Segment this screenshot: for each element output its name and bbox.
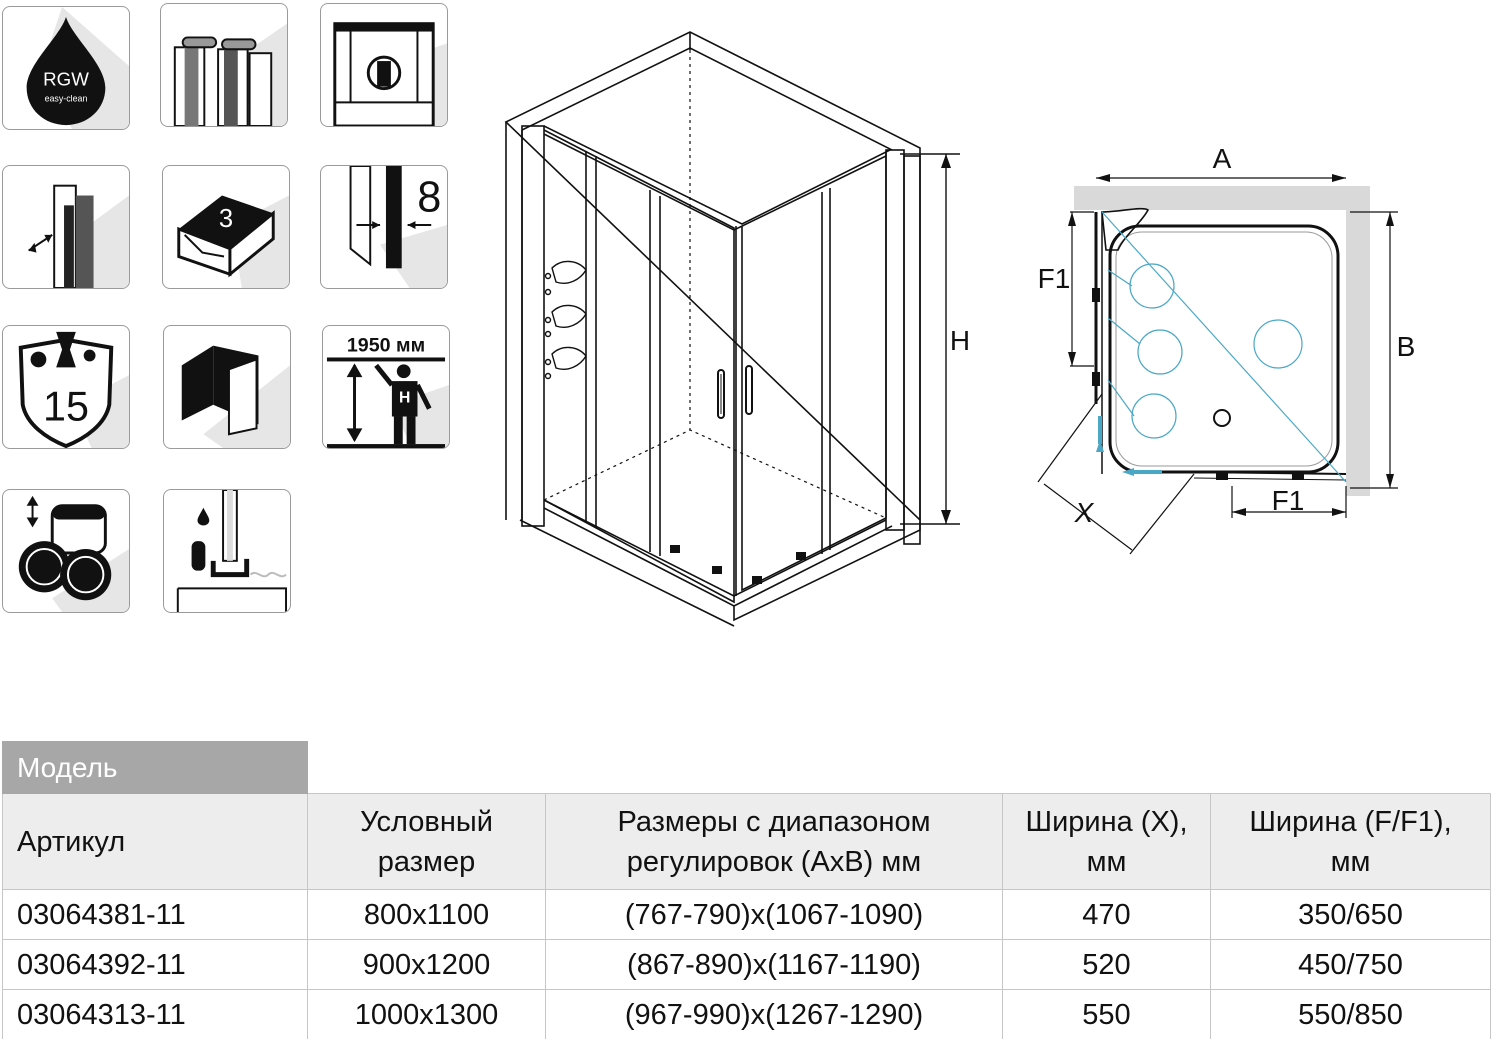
plan-label-f1-bottom: F1 (1271, 485, 1305, 516)
cell-width-x: 520 (1003, 940, 1211, 990)
cell-width-x: 550 (1003, 990, 1211, 1039)
warranty-label: 15 (43, 383, 89, 430)
cell-range: (967-990)x(1267-1290) (546, 990, 1003, 1039)
height-1950-icon (322, 325, 450, 449)
cell-width-f: 350/650 (1211, 890, 1491, 940)
profile-3-icon (162, 165, 290, 289)
cell-article: 03064381-11 (3, 890, 308, 940)
model-header-spacer (308, 742, 1491, 794)
reversible-mount-icon (320, 3, 448, 127)
model-header: Модель (3, 742, 308, 794)
plan-label-b: B (1396, 331, 1416, 362)
table-header-row (3, 794, 1491, 890)
glass-thickness-icon (320, 165, 448, 289)
header-size: Условный размер (308, 794, 546, 890)
table-row (3, 890, 1491, 940)
cell-width-x: 470 (1003, 890, 1211, 940)
adjustable-rollers-icon (2, 489, 130, 613)
table-row (3, 940, 1491, 990)
plan-label-a: A (1212, 143, 1232, 174)
header-article: Артикул (3, 794, 308, 890)
height-dimension-label: H (949, 325, 971, 356)
plan-view-drawing (1030, 140, 1450, 560)
header-width-x: Ширина (X), мм (1003, 794, 1211, 890)
plan-label-x: X (1074, 497, 1094, 528)
rgw-label: RGW (43, 68, 89, 90)
cell-size: 800x1100 (308, 890, 546, 940)
cell-size: 1000x1300 (308, 990, 546, 1039)
height-1950-label: 1950 мм (346, 334, 426, 357)
cell-range: (867-890)x(1167-1190) (546, 940, 1003, 990)
wall-profile-adjust-icon (2, 165, 130, 289)
table-row (3, 990, 1491, 1039)
plan-label-f1-left: F1 (1037, 263, 1071, 294)
header-width-f: Ширина (F/F1), мм (1211, 794, 1491, 890)
cell-range: (767-790)x(1067-1090) (546, 890, 1003, 940)
spec-table (2, 741, 1491, 1039)
water-seal-icon (163, 489, 291, 613)
svg-text:H: H (399, 389, 411, 407)
corner-entry-icon (163, 325, 291, 449)
header-range: Размеры с диапазоном регулировок (AxB) мм (546, 794, 1003, 890)
rgw-easy-clean-icon (2, 6, 130, 130)
cell-size: 900x1200 (308, 940, 546, 990)
enclosure-3d-drawing (500, 30, 980, 630)
easy-clean-label: easy-clean (44, 93, 88, 104)
cell-width-f: 550/850 (1211, 990, 1491, 1039)
cell-article: 03064313-11 (3, 990, 308, 1039)
cell-width-f: 450/750 (1211, 940, 1491, 990)
warranty-15-shield-icon (2, 325, 130, 449)
profile-3-label: 3 (218, 205, 234, 233)
magnetic-profile-icon (160, 3, 288, 127)
cell-article: 03064392-11 (3, 940, 308, 990)
glass-thickness-label: 8 (417, 173, 442, 222)
